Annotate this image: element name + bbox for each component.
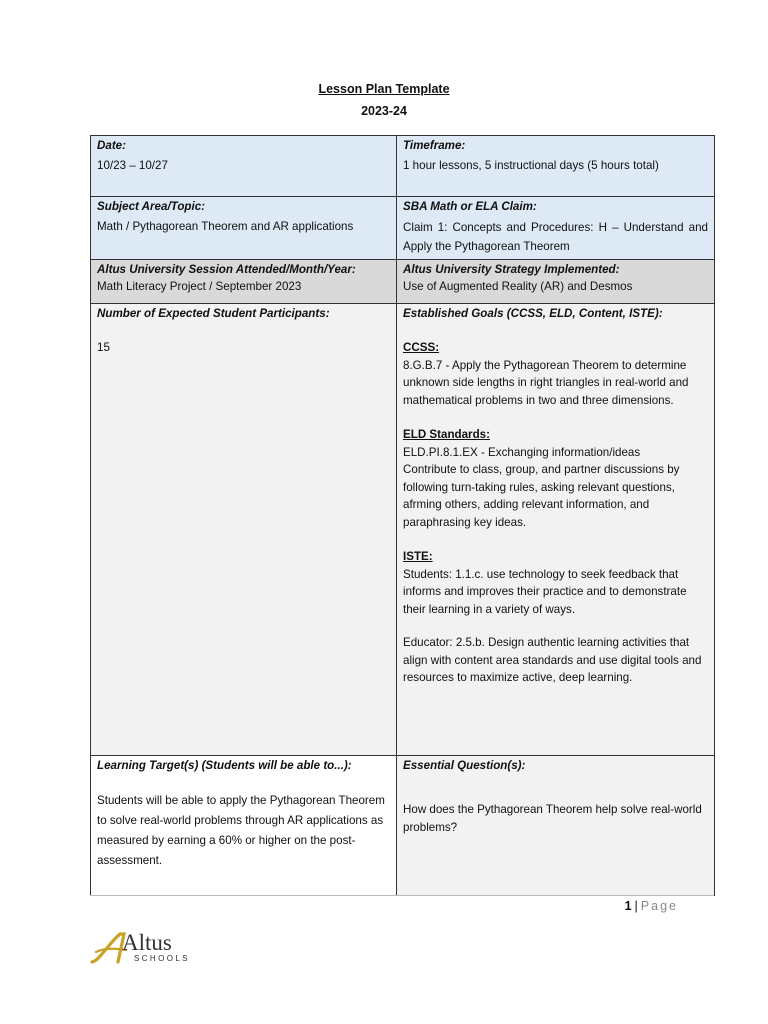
- essential-question-label: Essential Question(s):: [403, 758, 526, 772]
- ccss-text: 8.G.B.7 - Apply the Pythagorean Theorem to determine unknown side lengths in right triangles in real-world and mathematical problems in two and three dimensions.: [403, 358, 689, 407]
- date-label: Date:: [97, 139, 126, 152]
- page-number-value: 1: [624, 899, 632, 913]
- essential-question-cell: [397, 755, 715, 895]
- essential-question-value: How does the Pythagorean Theorem help solve real-world problems?: [403, 803, 702, 834]
- claim-cell: [397, 197, 715, 260]
- subject-value: Math / Pythagorean Theorem and AR applications: [97, 219, 354, 233]
- strategy-value: Use of Augmented Reality (AR) and Desmos: [403, 280, 633, 293]
- document-title: Lesson Plan Template: [318, 82, 450, 96]
- eld-heading: ELD Standards:: [403, 428, 490, 441]
- iste-heading: ISTE:: [403, 550, 433, 563]
- claim-label: SBA Math or ELA Claim:: [403, 200, 537, 213]
- logo-word: Altus: [122, 930, 172, 955]
- learning-target-label: Learning Target(s) (Students will be able to...):: [97, 758, 352, 772]
- eld-code: ELD.PI.8.1.EX - Exchanging information/ideas: [403, 445, 641, 459]
- session-cell: [91, 259, 397, 303]
- participants-value: 15: [97, 341, 110, 354]
- page-word: Page: [640, 899, 678, 913]
- document-year: 2023-24: [361, 104, 407, 118]
- footer-divider: [90, 895, 714, 896]
- timeframe-value: 1 hour lessons, 5 instructional days (5 hours total): [403, 158, 659, 172]
- page-number: [625, 899, 678, 913]
- learning-target-value: Students will be able to apply the Pythagorean Theorem to solve real-world problems through AR applications as measured by earning a 60% or higher on the post-assessment.: [97, 794, 385, 867]
- participants-cell: [91, 303, 397, 755]
- session-value: Math Literacy Project / September 2023: [97, 280, 302, 293]
- iste-students-text: Students: 1.1.c. use technology to seek feedback that informs and improves their practice and to demonstrate their learning in a variety of ways.: [403, 567, 687, 616]
- strategy-label: Altus University Strategy Implemented:: [403, 262, 620, 276]
- date-value: 10/23 – 10/27: [97, 158, 168, 172]
- timeframe-cell: [397, 136, 715, 197]
- claim-value: Claim 1: Concepts and Procedures: H – Understand and Apply the Pythagorean Theorem: [403, 220, 708, 253]
- timeframe-label: Timeframe:: [403, 139, 466, 152]
- page-separator: |: [634, 899, 638, 913]
- subject-cell: [91, 197, 397, 260]
- session-label: Altus University Session Attended/Month/Year:: [97, 262, 356, 276]
- goals-cell: [397, 303, 715, 755]
- altus-schools-logo: [90, 930, 200, 966]
- date-cell: [91, 136, 397, 197]
- ccss-heading: CCSS:: [403, 341, 440, 354]
- lesson-plan-table: [90, 135, 715, 896]
- participants-label: Number of Expected Student Participants:: [97, 306, 330, 320]
- learning-target-cell: [91, 755, 397, 895]
- logo-subtext: SCHOOLS: [134, 954, 190, 963]
- subject-label: Subject Area/Topic:: [97, 200, 206, 213]
- iste-educator-text: Educator: 2.5.b. Design authentic learning activities that align with content area standards and use digital tools and resources to maximize active, deep learning.: [403, 636, 702, 684]
- goals-label: Established Goals (CCSS, ELD, Content, ISTE):: [403, 306, 663, 320]
- strategy-cell: [397, 259, 715, 303]
- eld-text: Contribute to class, group, and partner discussions by following turn-taking rules, asking relevant questions, afrming others, adding relevant information, and paraphrasing key ideas.: [403, 463, 680, 529]
